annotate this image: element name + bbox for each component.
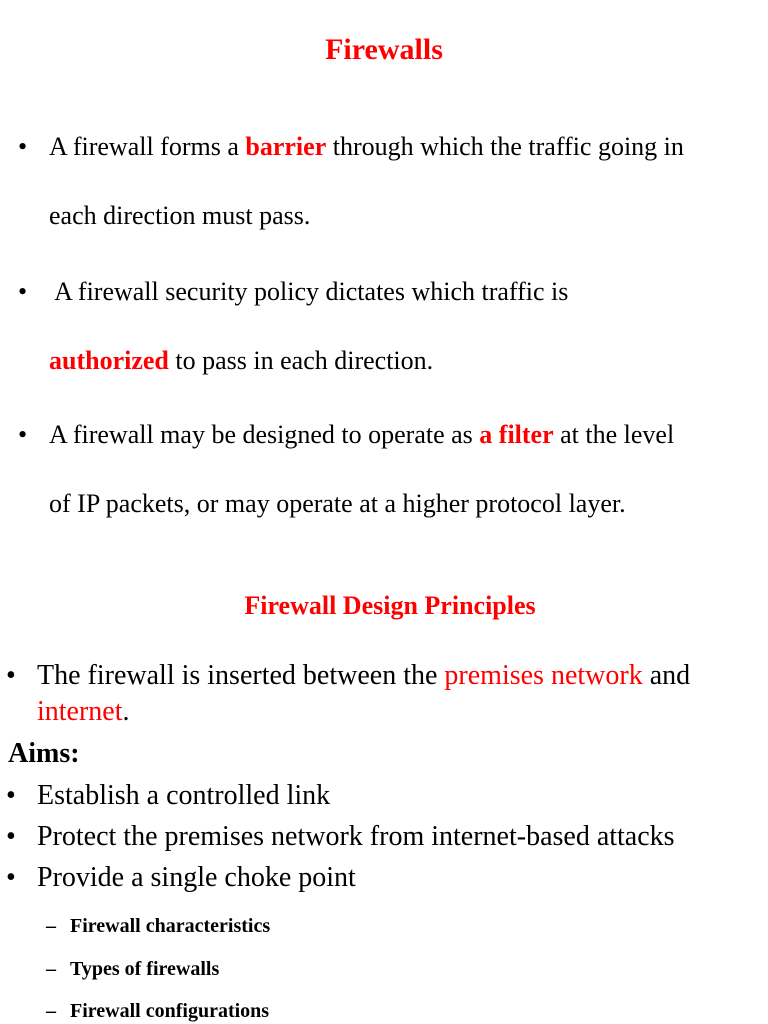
bullet-marker: • (6, 821, 16, 852)
bullet-text-part: through which the traffic going in (326, 132, 684, 161)
bullet-marker: • (18, 420, 28, 449)
bullet-text-part: of IP packets, or may operate at a higher protocol layer. (49, 489, 626, 518)
bullet-text-part: at the level (553, 420, 675, 449)
bullet-marker: • (18, 132, 28, 161)
bullet-text-part: A firewall forms a (49, 132, 246, 161)
bullet-text-part: A firewall may be designed to operate as (49, 420, 480, 449)
topic-text: Firewall characteristics (70, 915, 271, 937)
bullet-text-part: to pass in each direction. (168, 346, 434, 375)
highlight-filter: a filter (479, 420, 554, 449)
bullet-text-part: The firewall is inserted between the (37, 660, 445, 691)
bullet-text (37, 658, 762, 730)
bullet-text (49, 400, 759, 538)
bullet-text-part: . (122, 696, 130, 727)
bullet-text-part: each direction must pass. (49, 201, 311, 230)
highlight-barrier: barrier (245, 132, 327, 161)
aim-text: Establish a controlled link (37, 780, 331, 811)
section-subtitle: Firewall Design Principles (244, 591, 536, 620)
dash-marker: – (46, 1000, 56, 1022)
page-title: Firewalls (325, 33, 443, 66)
bullet-marker: • (6, 780, 16, 811)
highlight-premises-network: premises network (444, 660, 643, 691)
highlight-authorized: authorized (49, 346, 169, 375)
highlight-internet: internet (37, 696, 123, 727)
dash-marker: – (46, 915, 56, 937)
topic-text: Types of firewalls (70, 958, 220, 980)
aims-heading: Aims: (8, 738, 80, 769)
dash-marker: – (46, 958, 56, 980)
bullet-text-part: and (642, 660, 691, 691)
bullet-text (49, 112, 759, 250)
bullet-marker: • (18, 277, 28, 306)
bullet-marker: • (6, 660, 16, 691)
bullet-marker: • (6, 862, 16, 893)
bullet-text-part: A firewall security policy dictates which traffic is (49, 277, 569, 306)
topic-text: Firewall configurations (70, 1000, 270, 1022)
bullet-text (49, 257, 759, 395)
aim-text: Provide a single choke point (37, 862, 356, 893)
aim-text: Protect the premises network from internet-based attacks (37, 821, 675, 852)
